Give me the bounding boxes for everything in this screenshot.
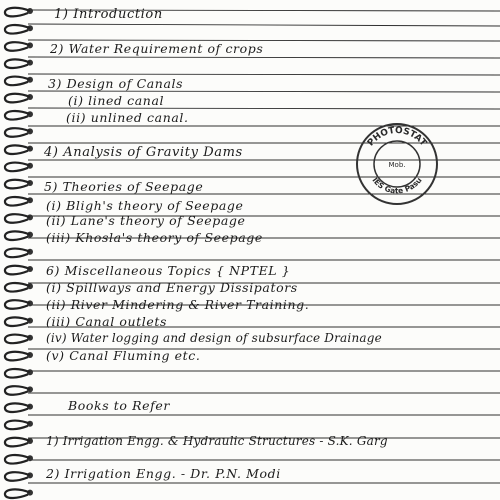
binding-ring xyxy=(5,421,30,430)
line-canal-fluming: (v) Canal Fluming etc. xyxy=(46,348,201,363)
line-blighs-theory: (i) Bligh's theory of Seepage xyxy=(46,198,244,213)
binding-ring xyxy=(5,214,30,223)
binding-ring xyxy=(5,8,30,17)
binding-ring xyxy=(5,369,30,378)
binding-ring xyxy=(5,231,30,240)
binding-ring xyxy=(5,283,30,292)
binding-ring xyxy=(5,128,30,137)
binding-ring xyxy=(5,455,30,464)
binding-ring xyxy=(5,403,30,412)
binding-ring xyxy=(5,266,30,275)
stamp-top-text: PHOTOSTAT xyxy=(365,125,429,149)
binding-ring xyxy=(5,111,30,120)
line-water-logging: (iv) Water logging and design of subsurface Drainage xyxy=(46,331,382,345)
line-unlined-canal: (ii) unlined canal. xyxy=(66,110,189,125)
line-analysis-gravity-dams: 4) Analysis of Gravity Dams xyxy=(44,145,243,160)
binding-ring xyxy=(5,472,30,481)
line-introduction: 1) Introduction xyxy=(54,7,163,22)
line-water-requirement: 2) Water Requirement of crops xyxy=(50,41,264,56)
line-book-modi: 2) Irrigation Engg. - Dr. P.N. Modi xyxy=(46,466,281,481)
binding-ring xyxy=(5,197,30,206)
binding-ring xyxy=(5,386,30,395)
stamp-bottom-text: IES Gate Pasu xyxy=(370,175,424,196)
binding-ring xyxy=(5,335,30,344)
binding-ring xyxy=(5,25,30,34)
binding-ring xyxy=(5,163,30,172)
line-spillways: (i) Spillways and Energy Dissipators xyxy=(46,280,298,295)
line-canal-outlets: (iii) Canal outlets xyxy=(46,314,168,329)
binding-ring xyxy=(5,59,30,68)
line-khoslas-theory: (iii) Khosla's theory of Seepage xyxy=(46,230,263,245)
binding-ring xyxy=(5,94,30,103)
line-book-garg: 1) Irrigation Engg. & Hydraulic Structures - S.K. Garg xyxy=(46,434,388,448)
binding-ring xyxy=(5,180,30,189)
binding-ring xyxy=(5,77,30,86)
binding-ring xyxy=(5,489,30,498)
binding-ring xyxy=(5,300,30,309)
stamp-center-text: Mob. xyxy=(388,161,406,169)
line-river-training: (ii) River Mindering & River Training. xyxy=(46,297,310,312)
line-design-of-canals: 3) Design of Canals xyxy=(48,76,184,91)
line-books-to-refer: Books to Refer xyxy=(68,398,170,413)
binding-ring xyxy=(5,42,30,51)
binding-ring xyxy=(5,438,30,447)
line-lanes-theory: (ii) Lane's theory of Seepage xyxy=(46,213,246,228)
binding-ring xyxy=(5,249,30,258)
photostat-stamp xyxy=(354,121,440,207)
line-lined-canal: (i) lined canal xyxy=(68,93,165,108)
spiral-binding xyxy=(0,0,40,500)
binding-ring xyxy=(5,145,30,154)
binding-ring xyxy=(5,317,30,326)
line-theories-of-seepage: 5) Theories of Seepage xyxy=(44,179,204,194)
binding-ring xyxy=(5,352,30,361)
svg-text:IES Gate Pasu xyxy=(370,176,423,196)
line-miscellaneous-topics: 6) Miscellaneous Topics { NPTEL } xyxy=(46,263,291,278)
